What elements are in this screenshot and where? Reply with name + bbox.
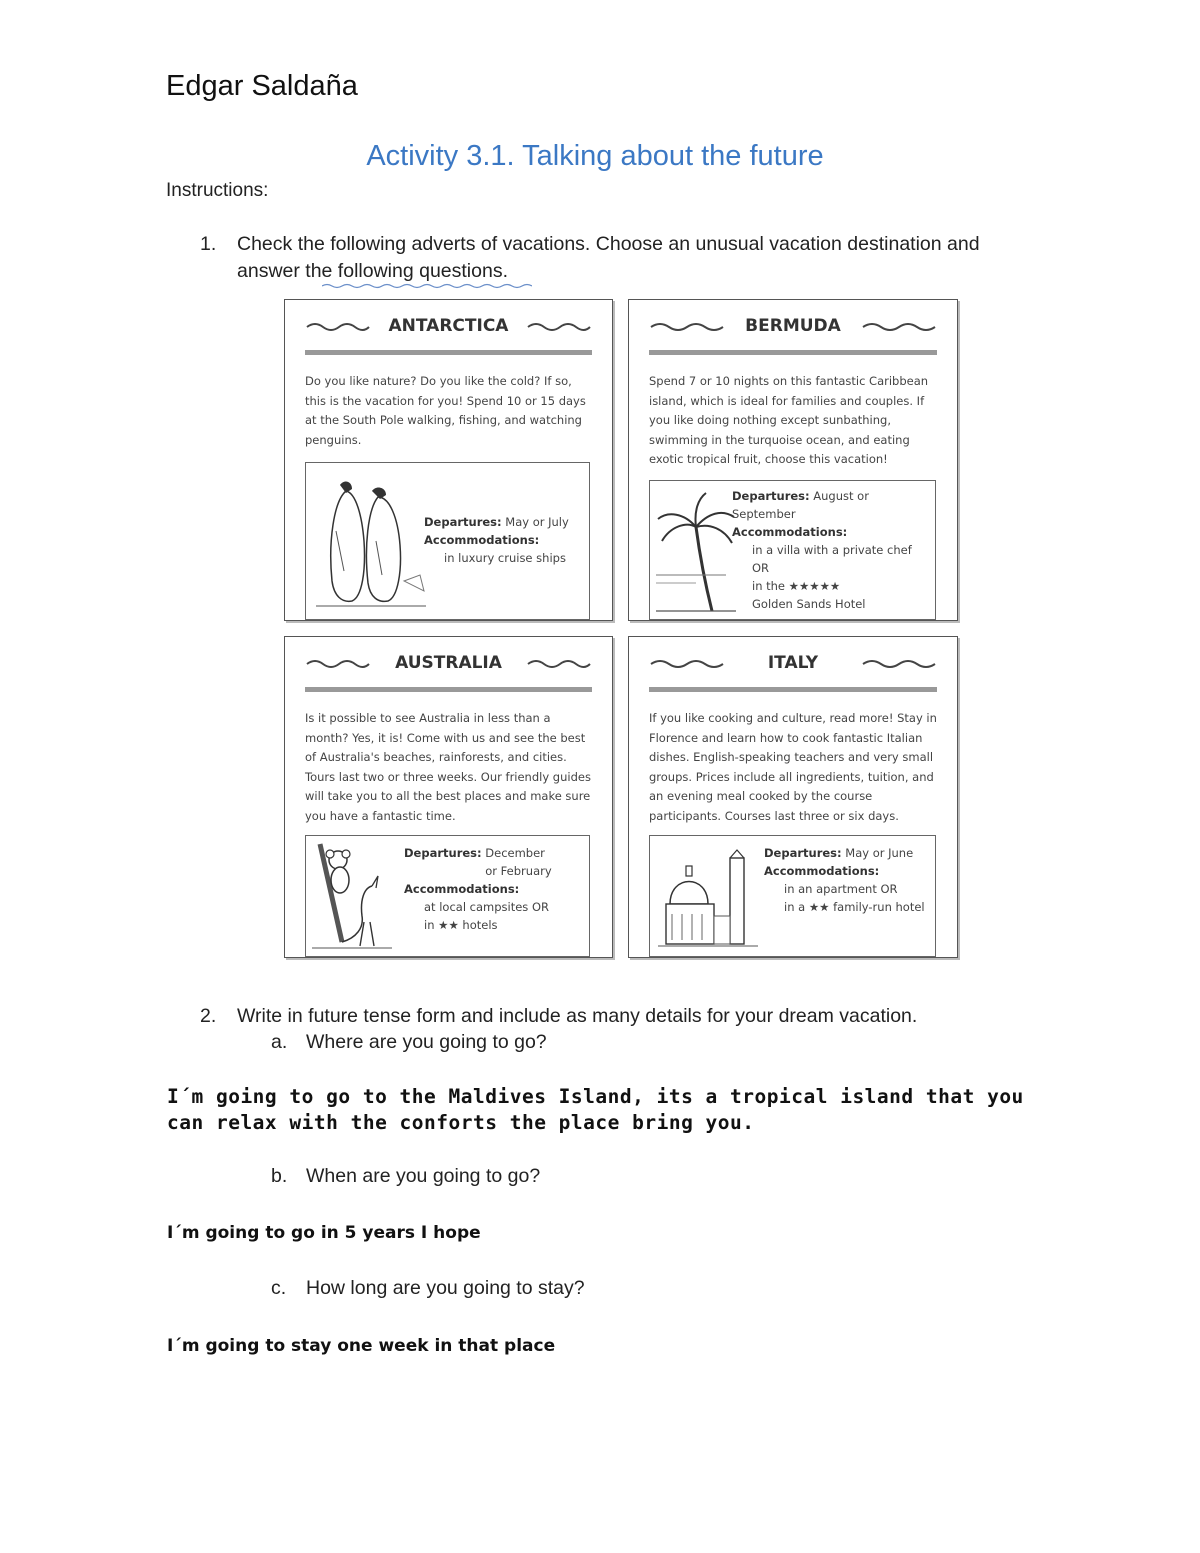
advert-title: ITALY xyxy=(767,653,819,673)
departures-label: Departures: xyxy=(404,846,482,860)
advert-description: If you like cooking and culture, read more! Stay in Florence and learn how to cook fantastic Italian dishes. English-speaking teachers and very small groups. Prices include all ingredients, tuition, and an evening meal cooked by the course participants. Courses last three or six days. xyxy=(649,711,937,823)
question-text: When are you going to go? xyxy=(306,1165,541,1187)
advert-antarctica xyxy=(284,299,613,621)
palm-tree-illustration xyxy=(656,487,736,615)
departures-value: May or July xyxy=(505,515,569,529)
accommodations-label: Accommodations: xyxy=(732,525,848,539)
accommodation-option: in a ★★ family-run hotel xyxy=(784,900,925,914)
accommodations-label: Accommodations: xyxy=(424,533,540,547)
item-number: 2. xyxy=(200,1005,217,1027)
advert-info-box xyxy=(649,835,936,957)
advert-info-box xyxy=(305,835,590,957)
question-letter: a. xyxy=(271,1031,288,1053)
item-text: Check the following adverts of vacations. Choose an unusual vacation destination and answer the following questions. xyxy=(237,233,980,282)
advert-title: BERMUDA xyxy=(745,316,841,336)
advert-details xyxy=(404,844,584,934)
advert-details xyxy=(732,487,932,613)
advert-australia xyxy=(284,636,613,958)
author-name: Edgar Saldaña xyxy=(166,70,358,102)
answer-b: I´m going to go in 5 years I hope xyxy=(167,1223,481,1243)
departures-value: May or June xyxy=(845,846,914,860)
florence-cathedral-illustration xyxy=(658,844,758,948)
activity-title: Activity 3.1. Talking about the future xyxy=(366,140,824,172)
question-letter: c. xyxy=(271,1277,287,1299)
title-rule xyxy=(305,350,592,355)
accommodation-option: in an apartment OR xyxy=(784,882,898,896)
advert-bermuda xyxy=(628,299,958,621)
accommodation-option: in luxury cruise ships xyxy=(444,551,566,565)
advert-description: Do you like nature? Do you like the cold? If so, this is the vacation for you! Spend 10 or 15 days at the South Pole walking, fishing, and watching penguins. xyxy=(305,374,586,447)
departures-label: Departures: xyxy=(424,515,502,529)
accommodation-option: in the ★★★★★ Golden Sands Hotel xyxy=(752,579,866,611)
wave-right-icon xyxy=(861,320,937,334)
question-text: How long are you going to stay? xyxy=(306,1277,585,1299)
title-rule xyxy=(649,687,937,692)
advert-description: Spend 7 or 10 nights on this fantastic Caribbean island, which is ideal for families and couples. If you like doing nothing except sunbathing, swimming in the turquoise ocean, and eating exotic tropical fruit, choose this vacation! xyxy=(649,374,929,466)
advert-italy xyxy=(628,636,958,958)
spellcheck-underline xyxy=(322,283,532,289)
advert-details xyxy=(764,844,932,916)
wave-right-icon xyxy=(861,657,937,671)
answer-c: I´m going to stay one week in that place xyxy=(167,1336,556,1356)
question-letter: b. xyxy=(271,1165,288,1187)
accommodation-option: in a villa with a private chef OR xyxy=(752,543,912,575)
accommodation-option: at local campsites OR xyxy=(424,900,549,914)
departures-value: August or September xyxy=(732,489,869,521)
item-text: Write in future tense form and include as many details for your dream vacation. xyxy=(237,1005,918,1027)
question-text: Where are you going to go? xyxy=(306,1031,547,1053)
accommodations-label: Accommodations: xyxy=(764,864,880,878)
title-rule xyxy=(305,687,592,692)
penguins-illustration xyxy=(316,471,426,611)
advert-title: ANTARCTICA xyxy=(388,316,509,336)
answer-a: I´m going to go to the Maldives Island, its a tropical island that you can relax with the conforts the place bring you. xyxy=(167,1085,1024,1134)
advert-info-box xyxy=(649,480,936,620)
instructions-label: Instructions: xyxy=(166,180,269,201)
koala-kangaroo-illustration xyxy=(312,842,392,952)
accommodations-label: Accommodations: xyxy=(404,882,520,896)
accommodation-option: in ★★ hotels xyxy=(424,918,498,932)
departures-value: December or February xyxy=(485,846,552,878)
advert-info-box xyxy=(305,462,590,620)
departures-label: Departures: xyxy=(764,846,842,860)
advert-details xyxy=(424,513,584,567)
departures-label: Departures: xyxy=(732,489,810,503)
advert-description: Is it possible to see Australia in less than a month? Yes, it is! Come with us and see the best of Australia's beaches, rainforests, and cities. Tours last two or three weeks. Our friendly guides will take you to all the best places and make sure you have a fantastic time. xyxy=(305,711,591,823)
advert-title: AUSTRALIA xyxy=(395,653,502,673)
wave-right-icon xyxy=(526,320,592,334)
title-rule xyxy=(649,350,937,355)
item-number: 1. xyxy=(200,233,217,255)
wave-right-icon xyxy=(526,657,592,671)
